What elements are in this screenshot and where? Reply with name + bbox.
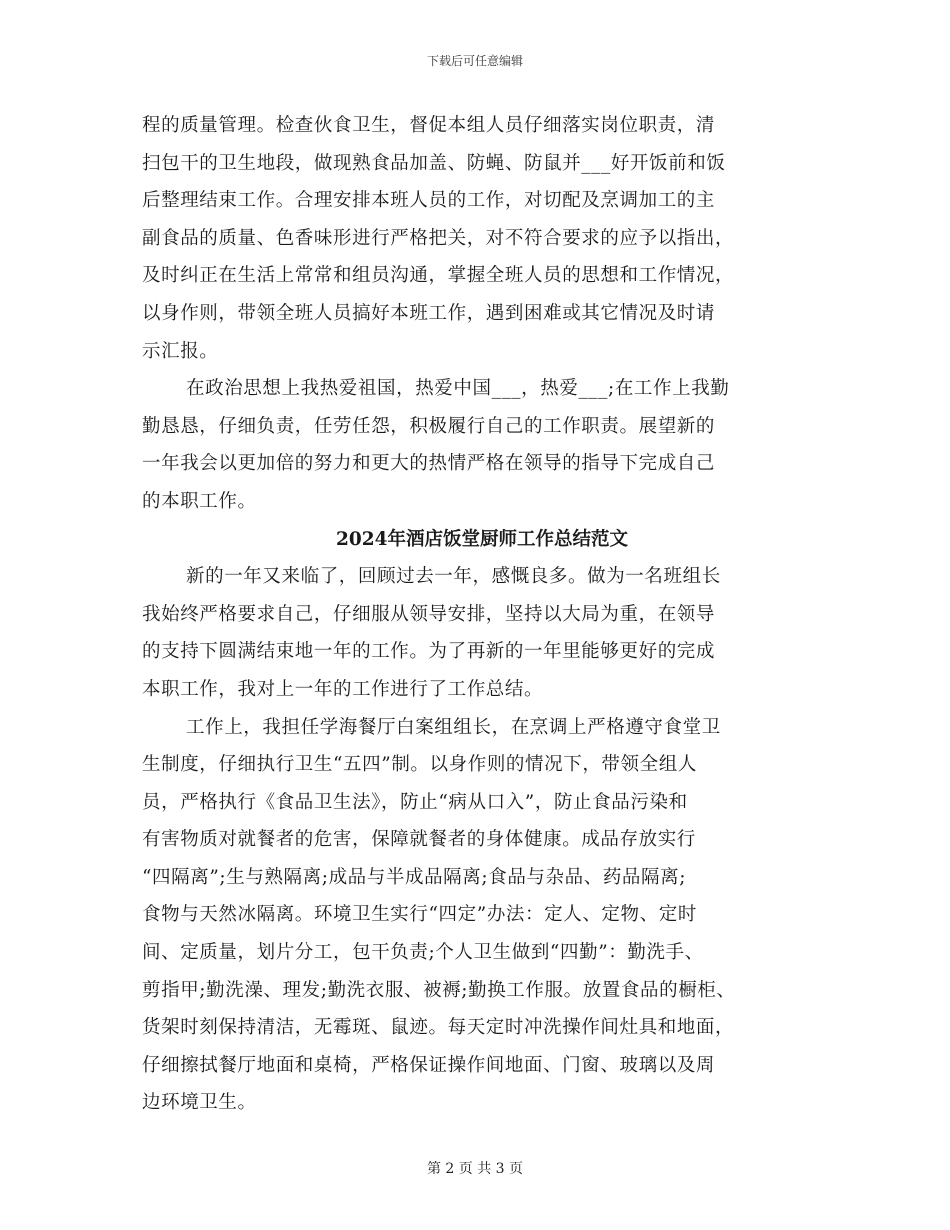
text-line: 程的质量管理。检查伙食卫生，督促本组人员仔细落实岗位职责，清 [142, 115, 716, 136]
text-line: 边环境卫生。 [142, 1092, 257, 1114]
page-header: 下载后可任意编辑 [426, 54, 523, 68]
paragraph-start-line: 工作上，我担任学海餐厅白案组组长，在烹调上严格遵守食堂卫 [186, 716, 721, 738]
text-line: 示汇报。 [142, 340, 219, 362]
text-line: 副食品的质量、色香味形进行严格把关，对不符合要求的应予以指出， [142, 227, 735, 249]
document-body [142, 107, 822, 1122]
text-line: 食物与天然冰隔离。环境卫生实行“四定”办法：定人、定物、定时 [142, 904, 697, 926]
text-line: 生制度，仔细执行卫生“五四”制。以身作则的情况下，带领全组人 [142, 754, 697, 776]
text-line: 剪指甲;勤洗澡、理发;勤洗衣服、被褥;勤换工作服。放置食品的橱柜、 [142, 979, 736, 1001]
text-line: 本职工作，我对上一年的工作进行了工作总结。 [142, 678, 544, 700]
text-line: 货架时刻保持清洁，无霉斑、鼠迹。每天定时冲洗操作间灶具和地面， [142, 1017, 735, 1039]
paragraph-start-line: 在政治思想上我热爱祖国，热爱中国___，热爱___;在工作上我勤 [186, 378, 730, 400]
text-line: 间、定质量，划片分工，包干负责;个人卫生做到“四勤”：勤洗手、 [142, 942, 704, 964]
text-line: 扫包干的卫生地段，做现熟食品加盖、防蝇、防鼠并___好开饭前和饭 [142, 152, 726, 174]
text-line: 一年我会以更加倍的努力和更大的热情严格在领导的指导下完成自己 [142, 453, 716, 475]
text-line: “四隔离”;生与熟隔离;成品与半成品隔离;食品与杂品、药品隔离; [142, 866, 687, 888]
page-footer: 第 2 页 共 3 页 [426, 1161, 524, 1177]
text-line: 员，严格执行《食品卫生法》，防止“病从口入”，防止食品污染和 [142, 791, 688, 813]
text-line: 我始终严格要求自己，仔细服从领导安排，坚持以大局为重，在领导 [142, 603, 716, 625]
text-line: 的本职工作。 [142, 490, 257, 512]
text-line: 勤恳恳，仔细负责，任劳任怨，积极履行自己的工作职责。展望新的 [142, 415, 716, 437]
text-line: 及时纠正在生活上常常和组员沟通，掌握全班人员的思想和工作情况， [142, 265, 735, 287]
text-line: 的支持下圆满结束地一年的工作。为了再新的一年里能够更好的完成 [142, 641, 716, 663]
section-title: 2024年酒店饭堂厨师工作总结范文 [336, 528, 628, 550]
text-line: 有害物质对就餐者的危害，保障就餐者的身体健康。成品存放实行 [142, 829, 696, 851]
text-line: 以身作则，带领全班人员搞好本班工作，遇到困难或其它情况及时请 [142, 302, 716, 324]
text-line: 仔细擦拭餐厅地面和桌椅，严格保证操作间地面、门窗、玻璃以及周 [142, 1054, 716, 1076]
paragraph-start-line: 新的一年又来临了，回顾过去一年，感慨良多。做为一名班组长 [186, 566, 721, 588]
text-line: 后整理结束工作。合理安排本班人员的工作，对切配及烹调加工的主 [142, 190, 716, 212]
